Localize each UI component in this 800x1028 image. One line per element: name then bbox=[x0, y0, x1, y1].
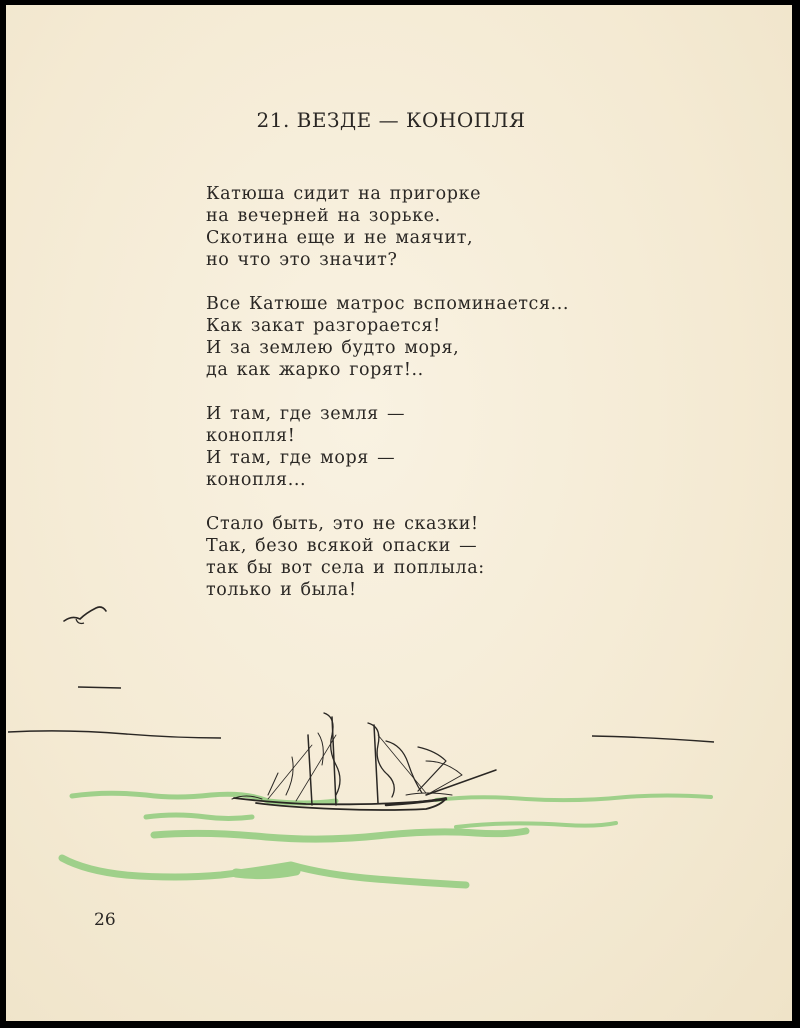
horizon-line bbox=[78, 687, 121, 688]
poem-line: Стало быть, это не сказки! bbox=[206, 514, 479, 534]
poem-line: И за землею будто моря, bbox=[206, 338, 460, 358]
horizon-line bbox=[8, 731, 221, 738]
book-page bbox=[6, 5, 792, 1021]
poem-line: но что это значит? bbox=[206, 250, 398, 270]
poem-line: на вечерней на зорьке. bbox=[206, 206, 441, 226]
poem-title: 21. ВЕЗДЕ — КОНОПЛЯ bbox=[256, 108, 526, 132]
poem-line: Все Катюше матрос вспоминается... bbox=[206, 294, 570, 314]
poem-line: только и была! bbox=[206, 580, 357, 600]
poem-line: Так, безо всякой опаски — bbox=[206, 536, 478, 556]
poem-line: И там, где земля — bbox=[206, 404, 406, 424]
horizon-line bbox=[592, 736, 714, 742]
poem-line: конопля! bbox=[206, 426, 296, 446]
poem-line: Как закат разгорается! bbox=[206, 316, 441, 336]
poem-line: да как жарко горят!.. bbox=[206, 360, 424, 380]
poem-line: так бы вот села и поплыла: bbox=[206, 558, 485, 578]
sailing-ship-icon bbox=[232, 713, 496, 810]
poem-line: конопля... bbox=[206, 470, 307, 490]
page-number: 26 bbox=[94, 910, 116, 930]
ship-illustration bbox=[6, 5, 792, 1021]
poem-line: Скотина еще и не маячит, bbox=[206, 228, 474, 248]
seagull-icon bbox=[64, 607, 106, 621]
poem-line: Катюша сидит на пригорке bbox=[206, 184, 482, 204]
waves bbox=[62, 793, 711, 885]
poem-line: И там, где моря — bbox=[206, 448, 396, 468]
